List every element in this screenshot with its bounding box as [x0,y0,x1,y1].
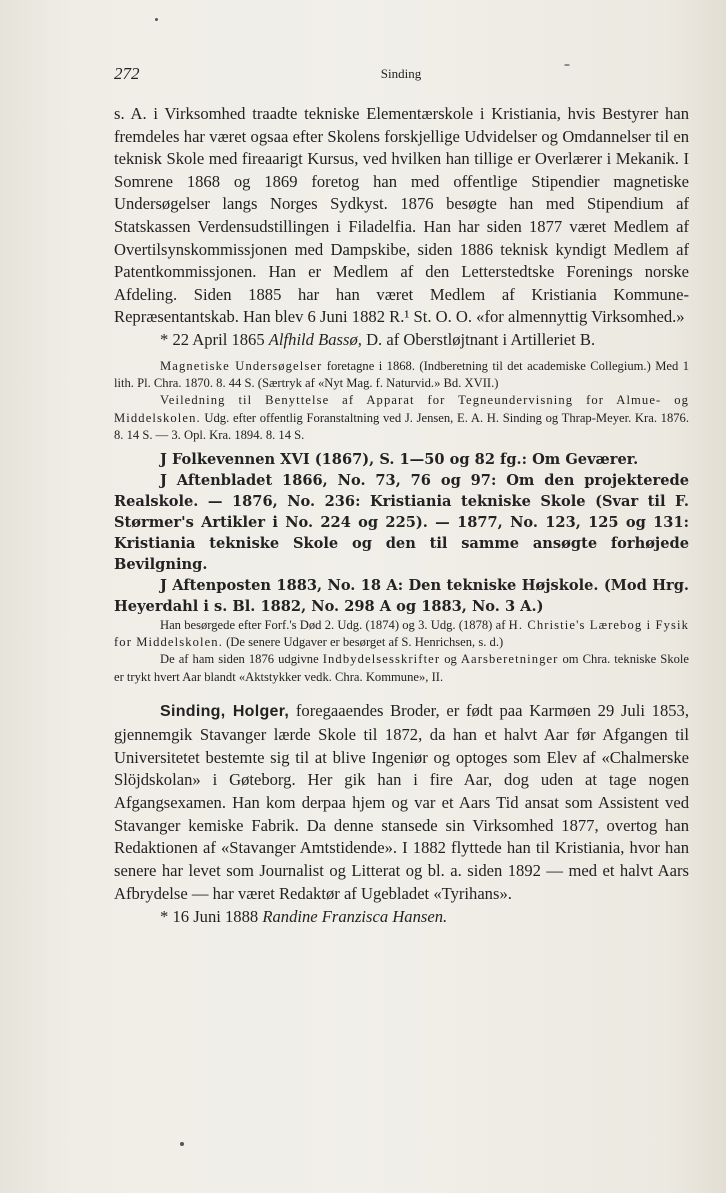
edited-suffix: (De senere Udgaver er besørget af S. Henrichsen, s. d.) [222,634,504,649]
periodical-item: J Aftenbladet 1866, No. 73, 76 og 97: Om den projekterede Realskole. — 1876, No. 236: Kristiania tekniske Skole (Svar til F. Størmer's Artikler i No. 224 og 225). — 1877, No. 123, 125 og 131: Kristiania tekniske Skole og den til samme ansøgte forhøjede Bevilgning. [114,471,689,573]
program-note [114,651,689,686]
periodical-item: J Folkevennen XVI (1867), S. 1—50 og 82 fg.: Om Geværer. [160,450,639,468]
edited-title: Lærebog i Fysik for Middelskolen. [114,617,689,649]
edited-author: H. Christie's [508,617,586,632]
entry-2-body [114,700,689,905]
work-title: Veiledning til Benyttelse af Apparat for Tegneundervisning for Almue- og Middelskolen. [114,393,689,425]
entry-2-text: foregaaendes Broder, er født paa Karmøen 29 Juli 1853, gjennemgik Stavanger lærde Skole til 1872, da han et halvt Aar før Afgangen til Universitetet bestemte sig til at blive Ingeniør og optoges som Elev af «Chalmerske Slöjdskolan» i Gøteborg. Her gik han i fire Aar, dog uden at tage nogen Afgangsexamen. Han kom derpaa hjem og var et Aars Tid ansat som Assistent ved Stavanger kemiske Fabrik. Da denne stansede sin Virksomhed 1877, overtog han Redaktionen af «Stavanger Amtstidende». I 1882 flyttede han til Kristiania, hvor han senere har levet som Journalist og Litterat og bl. a. siden 1892 — med et halvt Aars Afbrydelse — har været Redaktør af Ugebladet «Tyrihans». [114,701,689,903]
program-title-2: Aarsberetninger [460,652,559,667]
program-title: Indbydelsesskrifter [322,652,441,667]
paper-speck [155,18,158,21]
page-content [114,103,689,928]
spouse-name: Randine Franzisca Hansen. [262,906,448,926]
marriage-prefix: * 22 April 1865 [160,329,269,349]
work-item [114,392,689,444]
program-suffix: om Chra. tekniske Skole er trykt hvert Aar blandt «Aktstykker vedk. Chra. Kommune», II. [114,652,689,684]
spouse-name: Alfhild Bassø, [268,329,362,349]
program-prefix: De af ham siden 1876 udgivne [160,652,323,667]
entry-1-marriage [114,329,689,352]
page-header [114,64,688,86]
edited-prefix: Han besørgede efter Forf.'s Død 2. Udg. (1874) og 3. Udg. (1878) af [160,617,509,632]
program-join: og [440,652,461,667]
periodical-item: J Aftenposten 1883, No. 18 A: Den tekniske Højskole. (Mod Hrg. Heyerdahl i s. Bl. 1882, No. 298 A og 1883, No. 3 A.) [114,576,689,615]
work-item [114,358,689,393]
edited-note [114,617,689,652]
entry-1-body: s. A. i Virksomhed traadte tekniske Elementærskole i Kristiania, hvis Bestyrer han fremdeles har været ogsaa efter Skolens forskjellige Udvidelser og Omdannelser til en teknisk Skole med fireaarigt Kursus, ved hvilken han tillige er Overlærer i Mekanik. I Somrene 1868 og 1869 foretog han med offentlige Stipendier magnetiske Undersøgelser langs Norges Sydkyst. 1876 besøgte han med Stipendium af Statskassen Verdensudstillingen i Filadelfia. Han har siden 1877 været Medlem af Overtilsynskommissjonen med Dampskibe, siden 1886 teknisk kyndigt Medlem af Patentkommissjonen. Han er Medlem af den Letterstedtske Forenings norske Afdeling. Siden 1885 har han været Medlem af Kristiania Kommune-Repræsentantskab. Han blev 6 Juni 1882 R.¹ St. O. O. «for almennyttig Virksomhed.» [114,104,689,327]
entry-2-name: Sinding, Holger, [160,703,290,721]
page-number: 272 [114,64,140,83]
running-head: Sinding [380,66,422,81]
work-title: Magnetiske Undersøgelser [160,358,323,373]
work-details: Udg. efter offentlig Foranstaltning ved J. Jensen, E. A. H. Sinding og Thrap-Meyer. Kra. 1876. 8. 14 S. — 3. Opl. Kra. 1894. 8. 14 S. [114,410,689,443]
marriage-prefix: * 16 Juni 1888 [160,906,263,926]
marriage-suffix: D. af Oberstløjtnant i Artilleriet B. [361,329,596,349]
entry-2-marriage [114,906,689,929]
paper-speck [180,1142,184,1146]
work-details: foretagne i 1868. (Indberetning til det academiske Collegium.) Med 1 lith. Pl. Chra. 1870. 8. 44 S. (Særtryk af «Nyt Mag. f. Naturvid.» Bd. XVII.) [114,358,689,390]
